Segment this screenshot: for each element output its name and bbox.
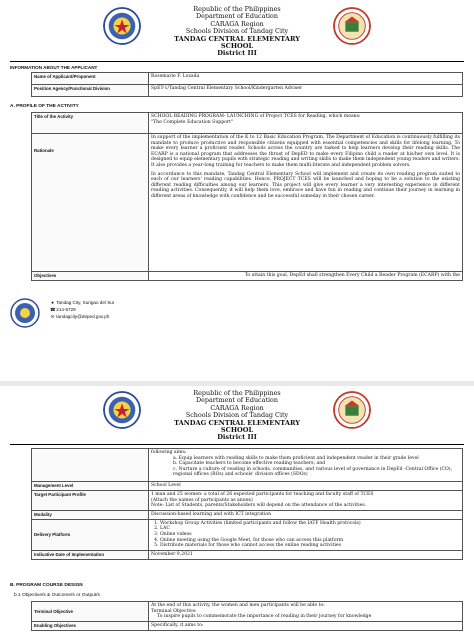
modality-key: Modality — [32, 510, 149, 519]
enabling-objectives-value: Specifically, it aims to: — [149, 622, 463, 631]
list-item: 4. Online meeting using the Google Meet, for those who can access this platform — [160, 538, 460, 544]
terminal-objective-key: Terminal Objective — [32, 602, 149, 622]
terminal-line-3: To inspire pupils to commemorate the importance of reading in their journey for knowledge — [157, 614, 372, 620]
table-row — [32, 519, 463, 550]
list-item: 3. Online videos — [160, 532, 460, 538]
aims-list — [151, 456, 460, 478]
list-item: 5. Distribute materials for those who cannot access the online reading activities — [160, 543, 460, 549]
delivery-list — [151, 521, 460, 549]
management-level-key: Management Level — [32, 482, 149, 491]
header-line-1: Republic of the Philippines — [193, 389, 281, 397]
contact-address — [50, 299, 114, 306]
aims-intro: following aims: — [151, 450, 187, 455]
header-line-6: SCHOOL — [220, 42, 254, 51]
title-value-line-1: SCHOOL READING PROGRAM- LAUNCHING of Project TCES for Reading, which means: — [151, 114, 361, 119]
location-pin-icon: ● — [51, 300, 54, 305]
table-row — [32, 550, 463, 559]
title-value-line-2: "The Complete Education Support" — [151, 119, 234, 125]
modality-value: Discussion-based learning and with ICT integration — [149, 510, 463, 519]
list-item: c. Nurture a culture of reading in schools, communities, and various level of governance in DepEd -Central Office (CO), regional offices (ROs) and schools' division offices (SDOs) — [173, 466, 453, 478]
header-line-6: SCHOOL — [220, 426, 254, 435]
header-line-7: District III — [217, 49, 257, 58]
rationale-paragraph-2: In accordance to this mandate, Tandag Central Elementary School will implement and create its own reading program suited to each of our learners' reading capabilities. Hence, PROJECT TCES will be launched and hoping to be a solution to the existing different reading difficulties among our learners. This project will give every learner a very interesting experience in different reading activities. Consequently, it will help them love, embrace and have fun in reading and continue their journey in learning in different areas of knowledge with confidence and be successful someday in their chosen career. — [151, 171, 460, 199]
letterhead — [0, 6, 474, 58]
table-row — [32, 510, 463, 519]
applicant-position-value: SpET-1/Tandag Central Elementary School/Kindergarten Adviser — [149, 85, 463, 97]
phone-text: 214-5729 — [56, 307, 76, 312]
contact-email — [50, 313, 114, 320]
profile-section-label: A. PROFILE OF THE ACTIVITY — [10, 104, 79, 109]
header-line-1: Republic of the Philippines — [193, 5, 281, 13]
header-line-4: Schools Division of Tandag City — [185, 411, 289, 420]
delivery-platform-key: Delivery Platform — [32, 519, 149, 550]
page-two — [0, 386, 474, 632]
profile-continued-table — [31, 448, 463, 560]
implementation-date-value: November 9,2021 — [149, 550, 463, 559]
table-row — [32, 113, 463, 134]
address-text: Tandag City, Surigao del Sur — [56, 300, 115, 305]
list-item: b. Capacitate teachers to become effective reading teachers; and — [173, 461, 326, 467]
applicant-position-key: Position Agency/Functional Division — [32, 85, 149, 97]
header-line-2: Department of Education — [195, 12, 279, 21]
terminal-objective-value — [149, 602, 463, 622]
table-row — [32, 491, 463, 511]
header-line-5: TANDAG CENTRAL ELEMENTARY — [174, 418, 300, 427]
profile-table — [31, 112, 463, 281]
objectives-value: To attain this goal, DepEd shall strengthen Every Child a Reader Program (ECARP) with the — [149, 272, 463, 281]
applicant-section-label: INFORMATION ABOUT THE APPLICANT — [10, 65, 98, 70]
target-line-3: Note: List of Students, parents/Stakeholders will depend on the attendance of the activities. — [151, 503, 367, 509]
header-divider — [10, 61, 464, 62]
list-item: a. Equip learners with reading skills to make them proficient and independent reader in their grade level — [173, 455, 419, 461]
objectives-key: Objectives — [32, 272, 149, 281]
header-line-3: CARAGA Region — [210, 403, 264, 412]
table-row — [32, 73, 463, 85]
header-line-5: TANDAG CENTRAL ELEMENTARY — [174, 34, 300, 43]
target-participant-key: Target Participant Profile — [32, 491, 149, 511]
terminal-line-1: At the end of this activity, the women and men participants will be able to: — [151, 603, 325, 608]
program-design-sublabel: b.1 Objective/s & Outcome/s or Output/s — [14, 593, 100, 598]
applicant-table — [31, 72, 463, 97]
design-table — [31, 601, 463, 631]
rationale-key: Rationale — [32, 134, 149, 272]
list-item: 2. LAC — [160, 526, 460, 532]
email-text[interactable]: tandagcity@deped.gov.ph — [56, 314, 110, 319]
table-row — [32, 622, 463, 631]
applicant-name-value: Rosemarie F. Lozada — [149, 73, 463, 85]
phone-icon: ☎ — [50, 307, 56, 312]
contact-phone — [50, 306, 114, 313]
table-row — [32, 449, 463, 482]
table-row — [32, 272, 463, 281]
objectives-continued-key — [32, 449, 149, 482]
rationale-paragraph-1: In support of the implementation of the K to 12 Basic Education Program, The Department of Education is continuously fulfilling its mandate to produce productive and responsible citizens equipped with essential competencies and skills for lifelong learning. To make every learner a proficient reader. Schools across the country are tasked to help learners develop their reading skills. The ECARP is a national program that addresses the thrust of DepED to make every Filipino child a reader at his/her own level. It is designed to equip elementary pupils with strategic reading and writing skills to make them independent young readers and writers. It also provides a year-long training for teachers to make them multi-literate and independent problem solvers. — [151, 135, 460, 168]
email-icon: ✉ — [50, 314, 55, 319]
header-line-4: Schools Division of Tandag City — [185, 27, 289, 36]
terminal-line-2: Terminal Objective: — [151, 608, 197, 614]
program-design-label: B. PROGRAM COURSE DESIGN — [10, 583, 83, 588]
target-participant-value — [149, 491, 463, 511]
title-key: Title of the Activity — [32, 113, 149, 134]
table-row — [32, 602, 463, 622]
implementation-date-key: Indicative Date of Implementation — [32, 550, 149, 559]
delivery-platform-value — [149, 519, 463, 550]
letterhead — [0, 390, 474, 442]
header-line-7: District III — [217, 433, 257, 442]
deped-footer-logo-icon — [10, 298, 40, 328]
list-item: 1. Workshop Group Activities (limited participants and follow the IATF Health protocols) — [160, 521, 460, 527]
header-line-3: CARAGA Region — [210, 19, 264, 28]
objectives-continued-value — [149, 449, 463, 482]
contact-block — [50, 299, 114, 320]
target-line-2: (Attach the names of participants as annex) — [151, 497, 253, 503]
title-value — [149, 113, 463, 134]
header-line-2: Department of Education — [195, 396, 279, 405]
header-divider — [10, 444, 464, 445]
rationale-value — [149, 134, 463, 272]
applicant-name-key: Name of Applicant/Proponent — [32, 73, 149, 85]
enabling-objectives-key: Enabling Objectives — [32, 622, 149, 631]
table-row — [32, 134, 463, 272]
table-row — [32, 85, 463, 97]
target-line-1: 1 man and 25 women- a total of 26 expected participants for teaching and faculty staff of TCES — [151, 492, 374, 497]
table-row — [32, 482, 463, 491]
management-level-value: School Level — [149, 482, 463, 491]
